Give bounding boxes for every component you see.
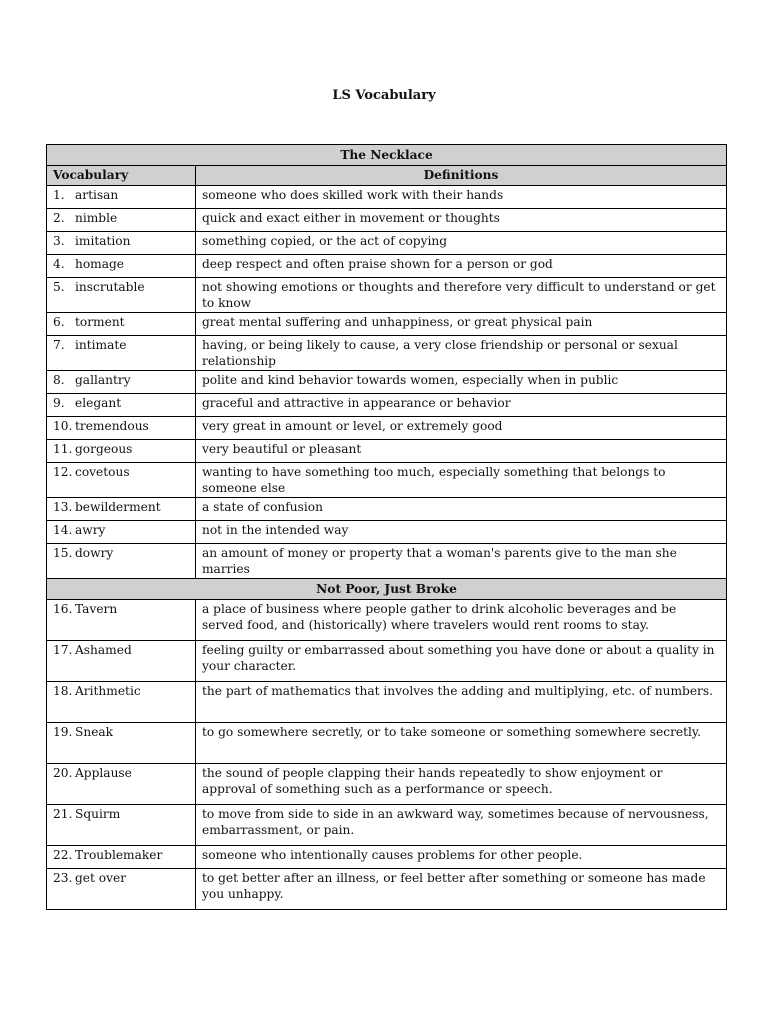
table-row xyxy=(47,682,727,723)
definition-cell: an amount of money or property that a woman's parents give to the man she marries xyxy=(196,544,727,579)
item-number: 7. xyxy=(53,338,65,352)
vocab-word: Applause xyxy=(75,766,132,780)
section-title: The Necklace xyxy=(47,145,727,166)
vocab-word-cell xyxy=(47,463,196,498)
vocab-word-cell xyxy=(47,255,196,278)
table-row xyxy=(47,723,727,764)
table-row xyxy=(47,544,727,579)
vocab-word-cell xyxy=(47,723,196,764)
definition-cell: to move from side to side in an awkward way, sometimes because of nervousness, embarrassment, or pain. xyxy=(196,805,727,846)
table-row xyxy=(47,805,727,846)
definition-cell: to go somewhere secretly, or to take someone or something somewhere secretly. xyxy=(196,723,727,764)
section-title: Not Poor, Just Broke xyxy=(47,579,727,600)
item-number: 22. xyxy=(53,848,73,862)
vocab-word: covetous xyxy=(75,465,130,479)
vocab-word: dowry xyxy=(75,546,114,560)
definition-cell: the part of mathematics that involves the adding and multiplying, etc. of numbers. xyxy=(196,682,727,723)
definition-cell: the sound of people clapping their hands repeatedly to show enjoyment or approval of something such as a performance or speech. xyxy=(196,764,727,805)
item-number: 3. xyxy=(53,234,65,248)
table-row xyxy=(47,600,727,641)
definition-cell: great mental suffering and unhappiness, or great physical pain xyxy=(196,313,727,336)
item-number: 23. xyxy=(53,871,73,885)
vocab-word-cell xyxy=(47,498,196,521)
vocab-word-cell xyxy=(47,278,196,313)
table-row xyxy=(47,417,727,440)
table-row xyxy=(47,440,727,463)
item-number: 18. xyxy=(53,684,73,698)
definition-cell: graceful and attractive in appearance or behavior xyxy=(196,394,727,417)
definition-cell: to get better after an illness, or feel better after something or someone has made you unhappy. xyxy=(196,869,727,910)
item-number: 15. xyxy=(53,546,73,560)
definition-cell: not showing emotions or thoughts and therefore very difficult to understand or get to know xyxy=(196,278,727,313)
definition-cell: very great in amount or level, or extremely good xyxy=(196,417,727,440)
item-number: 19. xyxy=(53,725,73,739)
item-number: 1. xyxy=(53,188,65,202)
item-number: 17. xyxy=(53,643,73,657)
item-number: 4. xyxy=(53,257,65,271)
table-row xyxy=(47,764,727,805)
vocab-word: gorgeous xyxy=(75,442,133,456)
definition-cell: someone who does skilled work with their hands xyxy=(196,186,727,209)
vocab-word: homage xyxy=(75,257,125,271)
vocab-word-cell xyxy=(47,209,196,232)
definition-cell: having, or being likely to cause, a very close friendship or personal or sexual relationship xyxy=(196,336,727,371)
vocab-word-cell xyxy=(47,764,196,805)
vocab-word: get over xyxy=(75,871,127,885)
table-row xyxy=(47,463,727,498)
item-number: 8. xyxy=(53,373,65,387)
table-row xyxy=(47,336,727,371)
item-number: 14. xyxy=(53,523,73,537)
item-number: 13. xyxy=(53,500,73,514)
definition-cell: wanting to have something too much, especially something that belongs to someone else xyxy=(196,463,727,498)
item-number: 2. xyxy=(53,211,65,225)
vocab-word: Tavern xyxy=(75,602,118,616)
vocab-word: bewilderment xyxy=(75,500,161,514)
vocab-word: Ashamed xyxy=(75,643,132,657)
column-header-definitions: Definitions xyxy=(196,166,727,186)
vocab-word: elegant xyxy=(75,396,122,410)
vocab-word: Squirm xyxy=(75,807,121,821)
definition-cell: feeling guilty or embarrassed about something you have done or about a quality in your character. xyxy=(196,641,727,682)
vocab-word-cell xyxy=(47,417,196,440)
table-row xyxy=(47,869,727,910)
definition-cell: someone who intentionally causes problems for other people. xyxy=(196,846,727,869)
definition-cell: a place of business where people gather to drink alcoholic beverages and be served food, and (historically) where travelers would rent rooms to stay. xyxy=(196,600,727,641)
definition-cell: polite and kind behavior towards women, especially when in public xyxy=(196,371,727,394)
vocab-word: inscrutable xyxy=(75,280,145,294)
definition-cell: quick and exact either in movement or thoughts xyxy=(196,209,727,232)
table-row xyxy=(47,641,727,682)
vocab-word-cell xyxy=(47,641,196,682)
item-number: 10. xyxy=(53,419,73,433)
vocab-word-cell xyxy=(47,186,196,209)
vocab-word: Sneak xyxy=(75,725,114,739)
section-header-row xyxy=(47,579,727,600)
item-number: 12. xyxy=(53,465,73,479)
definition-cell: deep respect and often praise shown for a person or god xyxy=(196,255,727,278)
table-row xyxy=(47,498,727,521)
column-header-vocabulary: Vocabulary xyxy=(47,166,196,186)
table-row xyxy=(47,521,727,544)
item-number: 20. xyxy=(53,766,73,780)
definition-cell: a state of confusion xyxy=(196,498,727,521)
vocab-word: torment xyxy=(75,315,125,329)
item-number: 21. xyxy=(53,807,73,821)
page-title: LS Vocabulary xyxy=(332,88,436,103)
vocab-word-cell xyxy=(47,394,196,417)
table-row xyxy=(47,846,727,869)
vocab-word-cell xyxy=(47,846,196,869)
item-number: 5. xyxy=(53,280,65,294)
vocabulary-table xyxy=(46,144,727,910)
table-row xyxy=(47,371,727,394)
table-row xyxy=(47,278,727,313)
vocab-word: imitation xyxy=(75,234,131,248)
definition-cell: something copied, or the act of copying xyxy=(196,232,727,255)
table-row xyxy=(47,232,727,255)
table-row xyxy=(47,209,727,232)
table-row xyxy=(47,313,727,336)
vocab-word-cell xyxy=(47,371,196,394)
vocab-word-cell xyxy=(47,232,196,255)
column-header-row xyxy=(47,166,727,186)
item-number: 11. xyxy=(53,442,73,456)
vocab-word: gallantry xyxy=(75,373,131,387)
vocab-word-cell xyxy=(47,805,196,846)
vocab-word-cell xyxy=(47,600,196,641)
definition-cell: not in the intended way xyxy=(196,521,727,544)
item-number: 9. xyxy=(53,396,65,410)
vocab-word: awry xyxy=(75,523,106,537)
section-header-row xyxy=(47,145,727,166)
vocab-word: nimble xyxy=(75,211,118,225)
table-row xyxy=(47,394,727,417)
vocab-word-cell xyxy=(47,336,196,371)
vocab-word-cell xyxy=(47,521,196,544)
vocab-word-cell xyxy=(47,544,196,579)
vocab-word-cell xyxy=(47,869,196,910)
vocab-word-cell xyxy=(47,440,196,463)
vocab-word: tremendous xyxy=(75,419,149,433)
vocab-word: intimate xyxy=(75,338,127,352)
item-number: 6. xyxy=(53,315,65,329)
definition-cell: very beautiful or pleasant xyxy=(196,440,727,463)
table-row xyxy=(47,255,727,278)
vocab-word: Arithmetic xyxy=(75,684,141,698)
table-row xyxy=(47,186,727,209)
vocab-word: Troublemaker xyxy=(75,848,163,862)
item-number: 16. xyxy=(53,602,73,616)
vocab-word-cell xyxy=(47,682,196,723)
vocab-word-cell xyxy=(47,313,196,336)
vocab-word: artisan xyxy=(75,188,119,202)
